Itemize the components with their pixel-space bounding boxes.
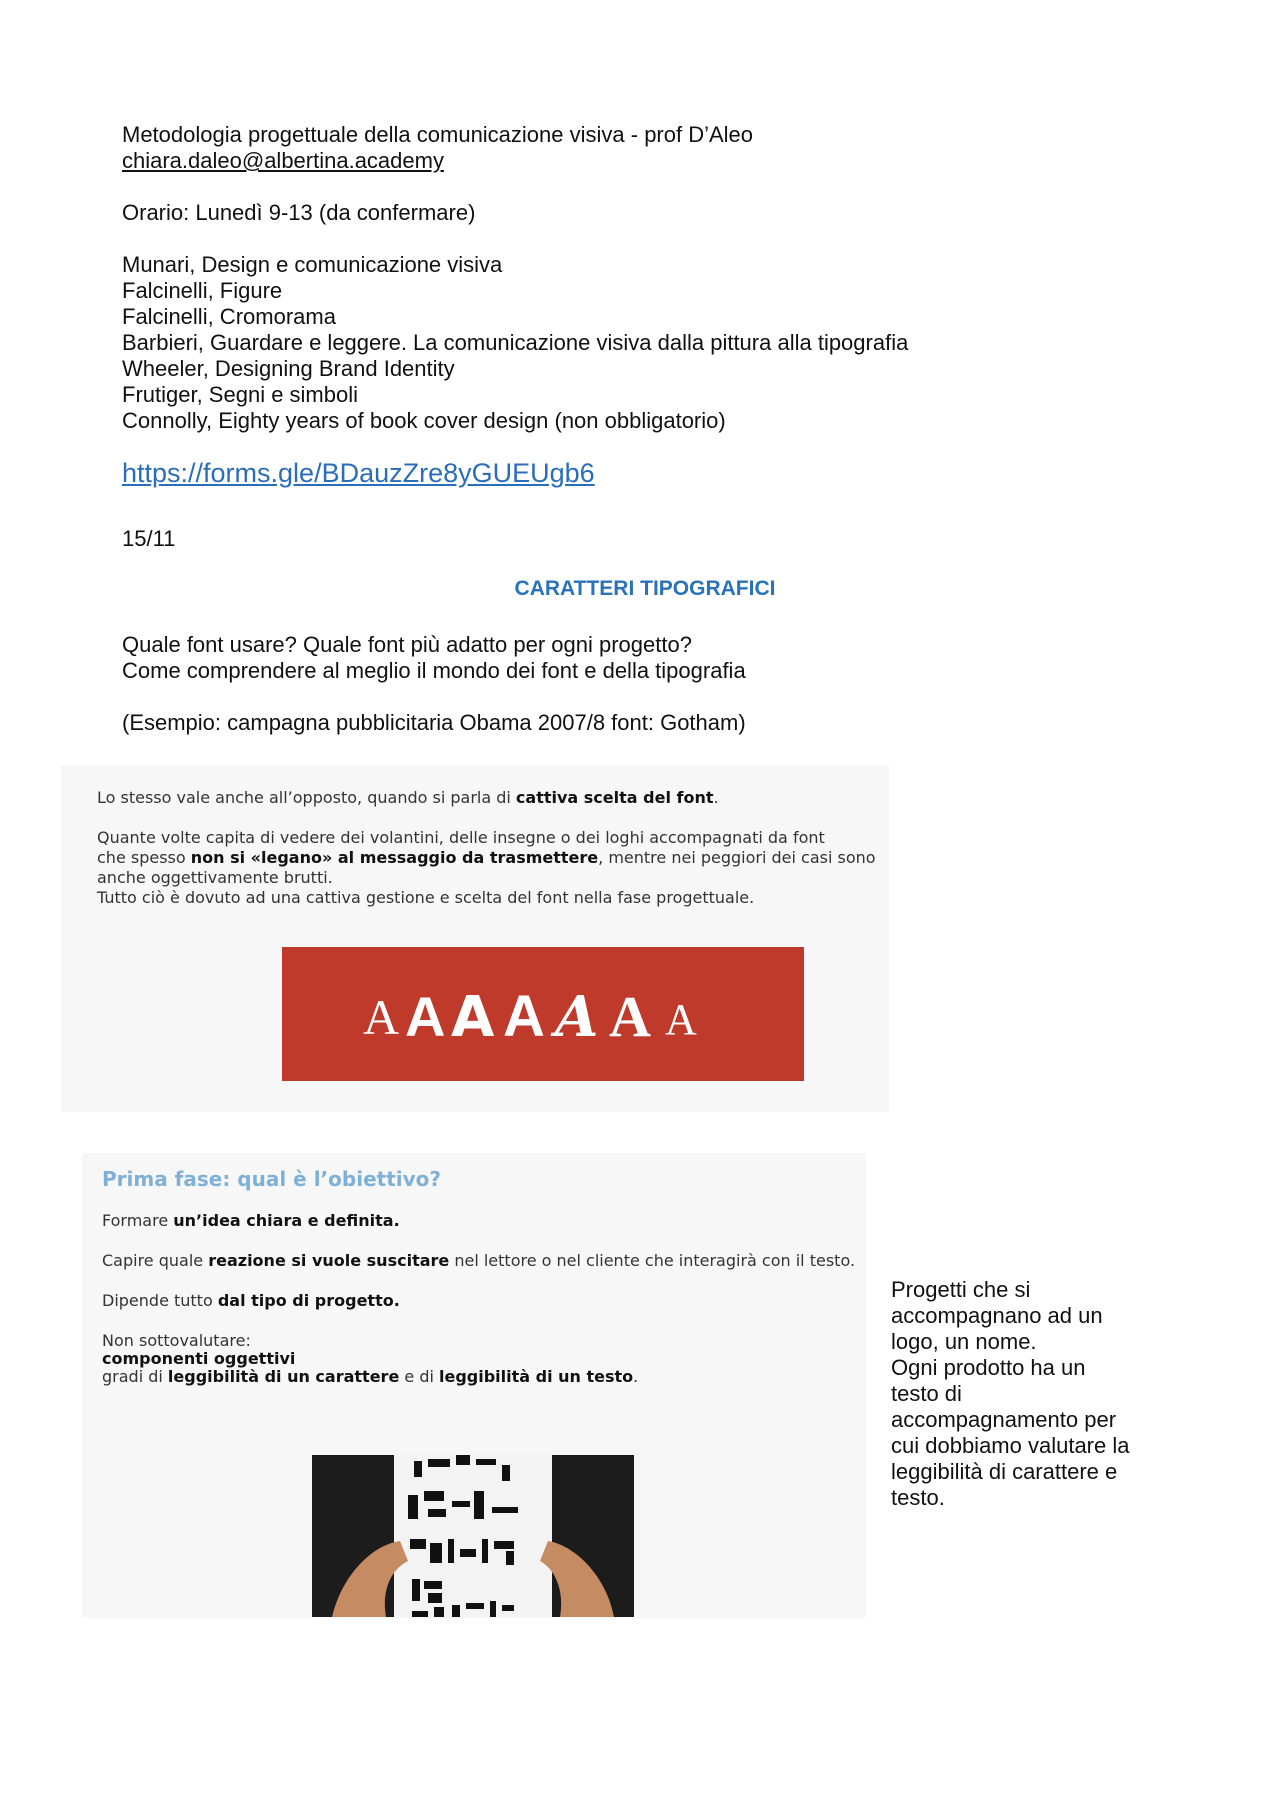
side-note-line: accompagnano ad un	[891, 1303, 1103, 1328]
side-note	[891, 1277, 1161, 1511]
slide-text: Lo stesso vale anche all’opposto, quando si parla di cattiva scelta del font.	[97, 788, 719, 807]
slide-heading: Prima fase: qual è l’obiettivo?	[102, 1167, 441, 1191]
slide-text: Dipende tutto dal tipo di progetto.	[102, 1291, 400, 1310]
form-link[interactable]: https://forms.gle/BDauzZre8yGUEUgb6	[122, 458, 595, 488]
letter-a-sample: A	[555, 984, 599, 1049]
slide-first-phase	[82, 1153, 866, 1618]
slide-text: anche oggettivamente brutti.	[97, 868, 333, 887]
email-link[interactable]: chiara.daleo@albertina.academy	[122, 148, 444, 173]
example-text: (Esempio: campagna pubblicitaria Obama 2007/8 font: Gotham)	[122, 710, 746, 735]
schedule-text: Orario: Lunedì 9-13 (da confermare)	[122, 200, 476, 225]
letter-a-sample: A	[451, 985, 495, 1049]
question-line: Quale font usare? Quale font più adatto per ogni progetto?	[122, 632, 692, 657]
bibliography-item: Frutiger, Segni e simboli	[122, 382, 358, 407]
legibility-poster-photo	[312, 1455, 634, 1617]
bibliography-item: Munari, Design e comunicazione visiva	[122, 252, 503, 277]
side-note-line: testo di	[891, 1381, 962, 1406]
letter-a-sample: A	[609, 984, 651, 1049]
letter-a-sample: A	[405, 985, 446, 1048]
side-note-line: Progetti che si	[891, 1277, 1031, 1302]
side-note-line: leggibilità di carattere e	[891, 1459, 1118, 1484]
slide-text: gradi di leggibilità di un carattere e di leggibilità di un testo.	[102, 1367, 639, 1386]
hands-holding-poster	[312, 1455, 634, 1617]
bibliography-item: Falcinelli, Cromorama	[122, 304, 336, 329]
slide-text: Formare un’idea chiara e definita.	[102, 1211, 400, 1230]
side-note-line: Ogni prodotto ha un	[891, 1355, 1086, 1380]
slide-text: Capire quale reazione si vuole suscitare nel lettore o nel cliente che interagirà con il testo.	[102, 1251, 856, 1270]
slide-text: Tutto ciò è dovuto ad una cattiva gestione e scelta del font nella fase progettuale.	[97, 888, 755, 907]
letter-a-samples	[363, 979, 723, 1049]
letter-a-sample: A	[665, 995, 697, 1044]
lesson-date: 15/11	[122, 526, 176, 551]
side-note-line: cui dobbiamo valutare la	[891, 1433, 1130, 1458]
slide-text: Non sottovalutare:	[102, 1331, 251, 1350]
side-note-line: testo.	[891, 1485, 945, 1510]
slide-text: che spesso non si «legano» al messaggio da trasmettere, mentre nei peggiori dei casi sono	[97, 848, 876, 867]
bibliography-item: Connolly, Eighty years of book cover design (non obbligatorio)	[122, 408, 726, 433]
slide-text: componenti oggettivi	[102, 1349, 296, 1368]
course-title: Metodologia progettuale della comunicazione visiva - prof D’Aleo	[122, 122, 754, 147]
slide-text: Quante volte capita di vedere dei volantini, delle insegne o dei loghi accompagnati da font	[97, 828, 825, 847]
bibliography-item: Falcinelli, Figure	[122, 278, 283, 303]
font-sample-panel	[282, 947, 804, 1081]
section-heading: CARATTERI TIPOGRAFICI	[514, 577, 776, 600]
side-note-line: logo, un nome.	[891, 1329, 1037, 1354]
letter-a-sample: A	[503, 984, 545, 1049]
bibliography-item: Barbieri, Guardare e leggere. La comunicazione visiva dalla pittura alla tipografia	[122, 330, 909, 355]
side-note-line: accompagnamento per	[891, 1407, 1117, 1432]
question-line: Come comprendere al meglio il mondo dei font e della tipografia	[122, 658, 746, 683]
bibliography-item: Wheeler, Designing Brand Identity	[122, 356, 455, 381]
slide-bad-font-choice	[61, 766, 889, 1112]
letter-a-sample: A	[363, 989, 400, 1045]
